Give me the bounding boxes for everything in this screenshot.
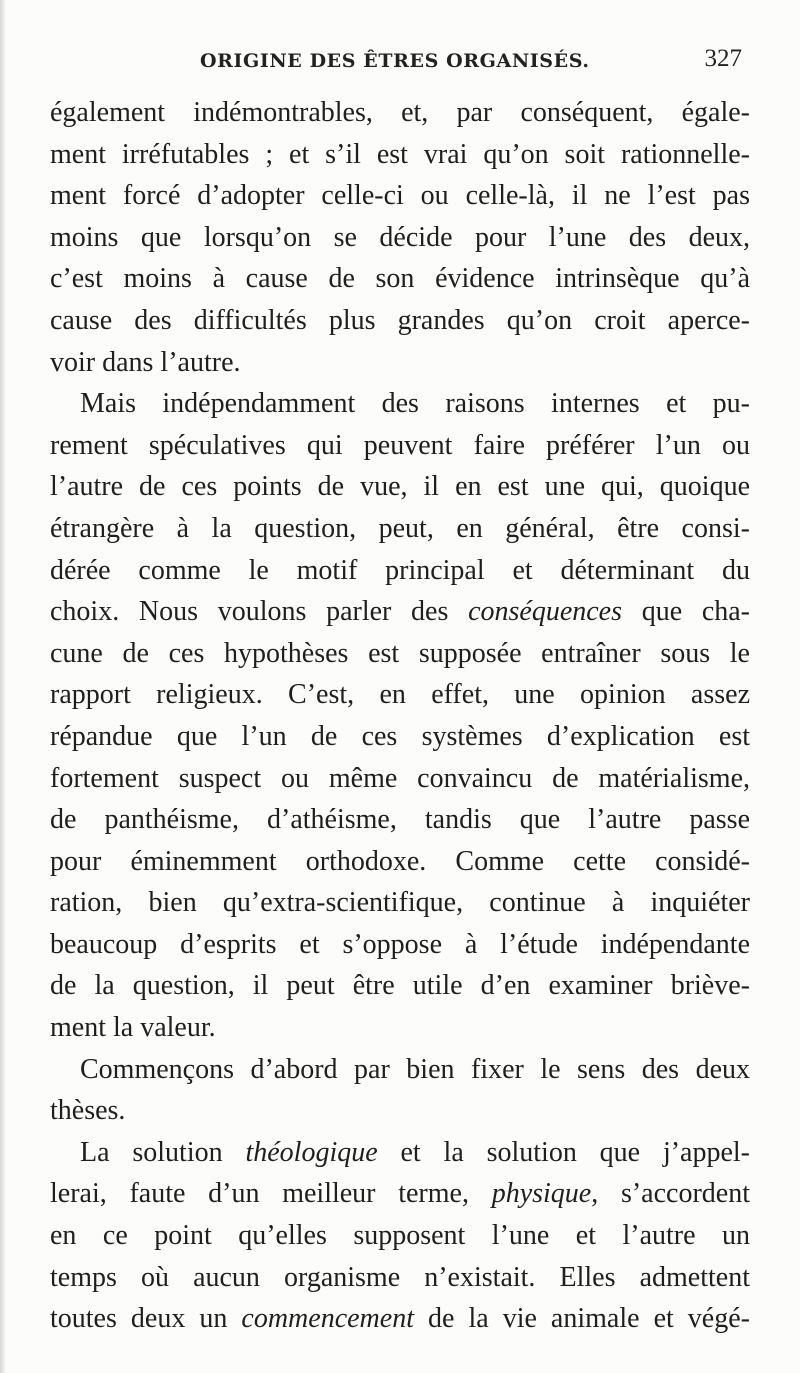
- body-text: [50, 92, 750, 1340]
- text-line: également indémontrables, et, par conséquent, égale-: [50, 97, 750, 128]
- running-title: ORIGINE DES ÊTRES ORGANISÉS.: [200, 50, 590, 72]
- text-line: ment la valeur.: [50, 1012, 216, 1044]
- text-line: l’autre de ces points de vue, il en est une qui, quoique: [50, 471, 750, 503]
- text-line: ration, bien qu’extra-scientifique, continue à inquiéter: [50, 887, 750, 919]
- text-line-mixed: [50, 591, 750, 633]
- text-line: en ce point qu’elles supposent l’une et l’autre un: [50, 1220, 750, 1252]
- text-line: rapport religieux. C’est, en effet, une opinion assez: [50, 679, 750, 711]
- text-line: c’est moins à cause de son évidence intrinsèque qu’à: [50, 263, 750, 295]
- text-line: temps où aucun organisme n’existait. Elles admettent: [50, 1261, 750, 1293]
- text-segment: La solution: [80, 1136, 246, 1168]
- text-line: rement spéculatives qui peuvent faire préférer l’un ou: [50, 429, 750, 461]
- text-segment: choix. Nous voulons parler des: [50, 596, 469, 628]
- text-line: cune de ces hypothèses est supposée entraîner sous le: [50, 637, 750, 669]
- text-line: de panthéisme, d’athéisme, tandis que l’autre passe: [50, 804, 750, 836]
- text-segment: que cha-: [622, 596, 751, 628]
- page-number: 327: [704, 45, 742, 72]
- text-line-mixed: [50, 1298, 750, 1340]
- text-line: Mais indépendamment des raisons internes et pu-: [80, 388, 750, 420]
- text-line: moins que lorsqu’on se décide pour l’une des deux,: [50, 221, 750, 253]
- text-line: fortement suspect ou même convaincu de matérialisme,: [50, 762, 750, 794]
- text-line-mixed: [50, 1132, 750, 1174]
- text-segment: , s’accordent: [591, 1178, 750, 1210]
- italic-word: théologique: [245, 1136, 378, 1168]
- italic-word: conséquences: [468, 596, 623, 628]
- text-line: thèses.: [50, 1095, 126, 1127]
- text-line: voir dans l’autre.: [50, 346, 241, 378]
- text-segment: de la vie animale et végé-: [413, 1303, 750, 1335]
- text-segment: lerai, faute d’un meilleur terme,: [50, 1178, 492, 1210]
- running-head: [50, 45, 742, 80]
- text-line: beaucoup d’esprits et s’oppose à l’étude indépendante: [50, 928, 750, 960]
- italic-word: physique: [491, 1178, 592, 1210]
- text-line: pour éminemment orthodoxe. Comme cette considé-: [50, 845, 750, 877]
- text-line-mixed: [50, 1173, 750, 1215]
- text-line: de la question, il peut être utile d’en examiner briève-: [50, 970, 750, 1002]
- italic-word: commencement: [241, 1303, 414, 1335]
- text-line: ment forcé d’adopter celle-ci ou celle-là, il ne l’est pas: [50, 180, 750, 212]
- text-line: étrangère à la question, peut, en général, être consi-: [50, 512, 750, 544]
- text-segment: toutes deux un: [50, 1303, 242, 1335]
- text-line: cause des difficultés plus grandes qu’on croit aperce-: [50, 304, 750, 336]
- text-line: Commençons d’abord par bien fixer le sens des deux: [80, 1053, 750, 1085]
- text-line: dérée comme le motif principal et déterminant du: [50, 554, 750, 586]
- text-line: ment irréfutables ; et s’il est vrai qu’on soit rationnelle-: [50, 138, 750, 170]
- text-segment: et la solution que j’appel-: [377, 1136, 751, 1168]
- text-line: répandue que l’un de ces systèmes d’explication est: [50, 720, 750, 752]
